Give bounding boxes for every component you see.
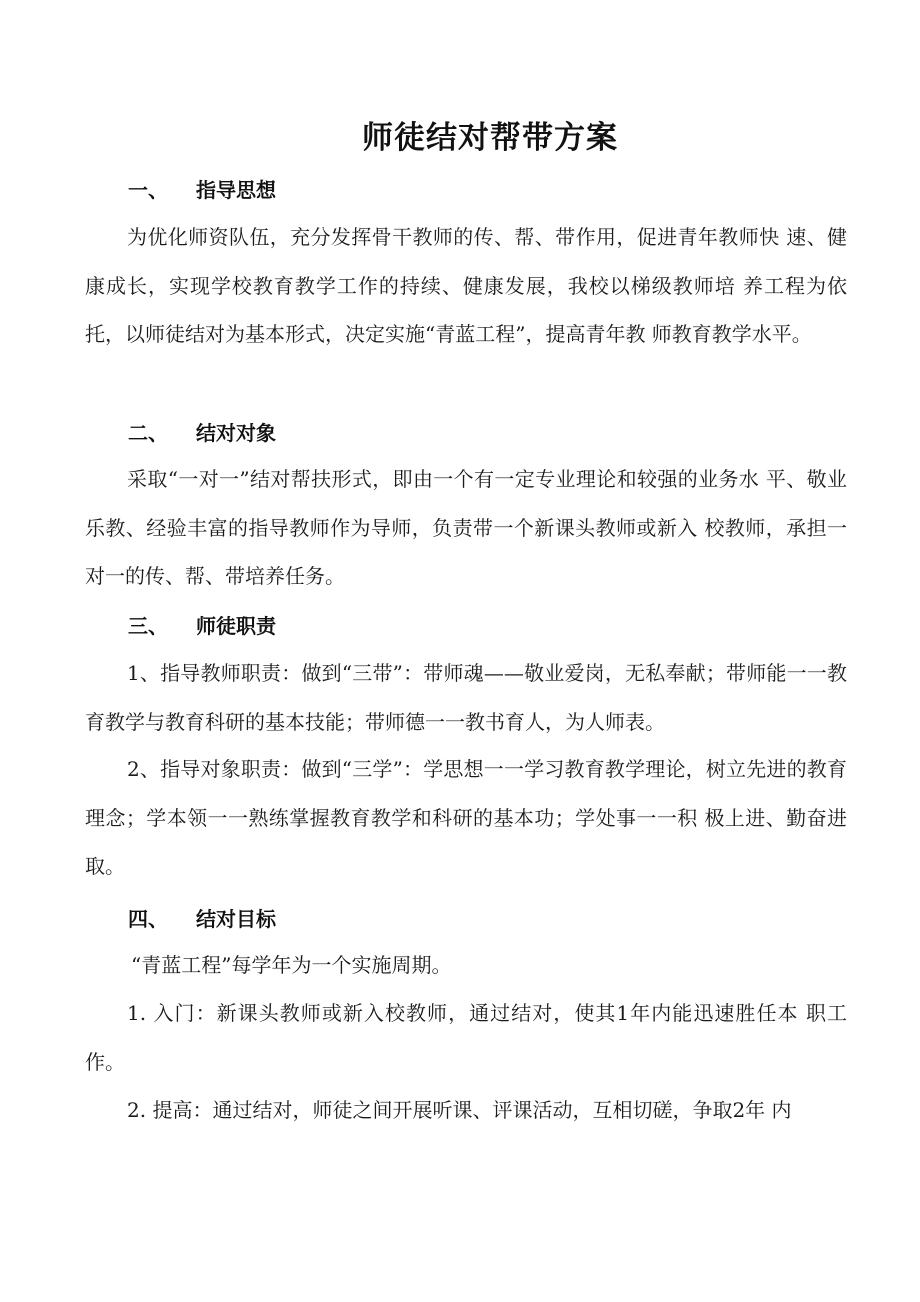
section-heading-2 <box>128 417 276 446</box>
paragraph: “青蓝工程”每学年为一个实施周期。 <box>131 953 452 977</box>
paragraph: 2、指导对象职责：做到“三学”：学思想一一学习教育教学理论，树立先进的教育理念；学本领一一熟练掌握教育教学和科研的基本功；学处事一一积 极上进、勤奋进取。 <box>85 757 847 878</box>
paragraph: 1、指导教师职责：做到“三带”：带师魂——敬业爱岗，无私奉献；带师能一一教育教学与教育科研的基本技能；带师德一一教书育人，为人师表。 <box>85 661 847 734</box>
section-heading-1 <box>128 174 276 203</box>
document-title: 师徒结对帮带方案 <box>362 120 618 156</box>
section-title: 指导思想 <box>196 178 276 202</box>
paragraph: 采取“一对一”结对帮扶形式，即由一个有一定专业理论和较强的业务水 平、敬业乐教、经验丰富的指导教师作为导师，负责带一个新课头教师或新入 校教师，承担一对一的传、帮、带培养任务。 <box>85 467 847 588</box>
paragraph: 为优化师资队伍，充分发挥骨干教师的传、帮、带作用，促进青年教师快 速、健康成长，实现学校教育教学工作的持续、健康发展，我校以梯级教师培 养工程为依托，以师徒结对为基本形式，决定实施“青蓝工程”，提高青年教 师教育教学水平。 <box>85 225 847 346</box>
section-number: 二、 <box>128 421 168 445</box>
section-number: 一、 <box>128 178 168 202</box>
section-number: 三、 <box>128 614 168 638</box>
section-heading-4 <box>128 903 276 932</box>
section-heading-3 <box>128 610 276 639</box>
paragraph: 2. 提高：通过结对，师徒之间开展听课、评课活动，互相切磋，争取2年 内 <box>127 1098 792 1122</box>
section-title: 结对对象 <box>196 421 276 445</box>
section-title: 结对目标 <box>196 907 276 931</box>
paragraph: 1. 入门：新课头教师或新入校教师，通过结对，使其1年内能迅速胜任本 职工作。 <box>85 1001 847 1074</box>
section-number: 四、 <box>128 907 168 931</box>
section-title: 师徒职责 <box>196 614 276 638</box>
